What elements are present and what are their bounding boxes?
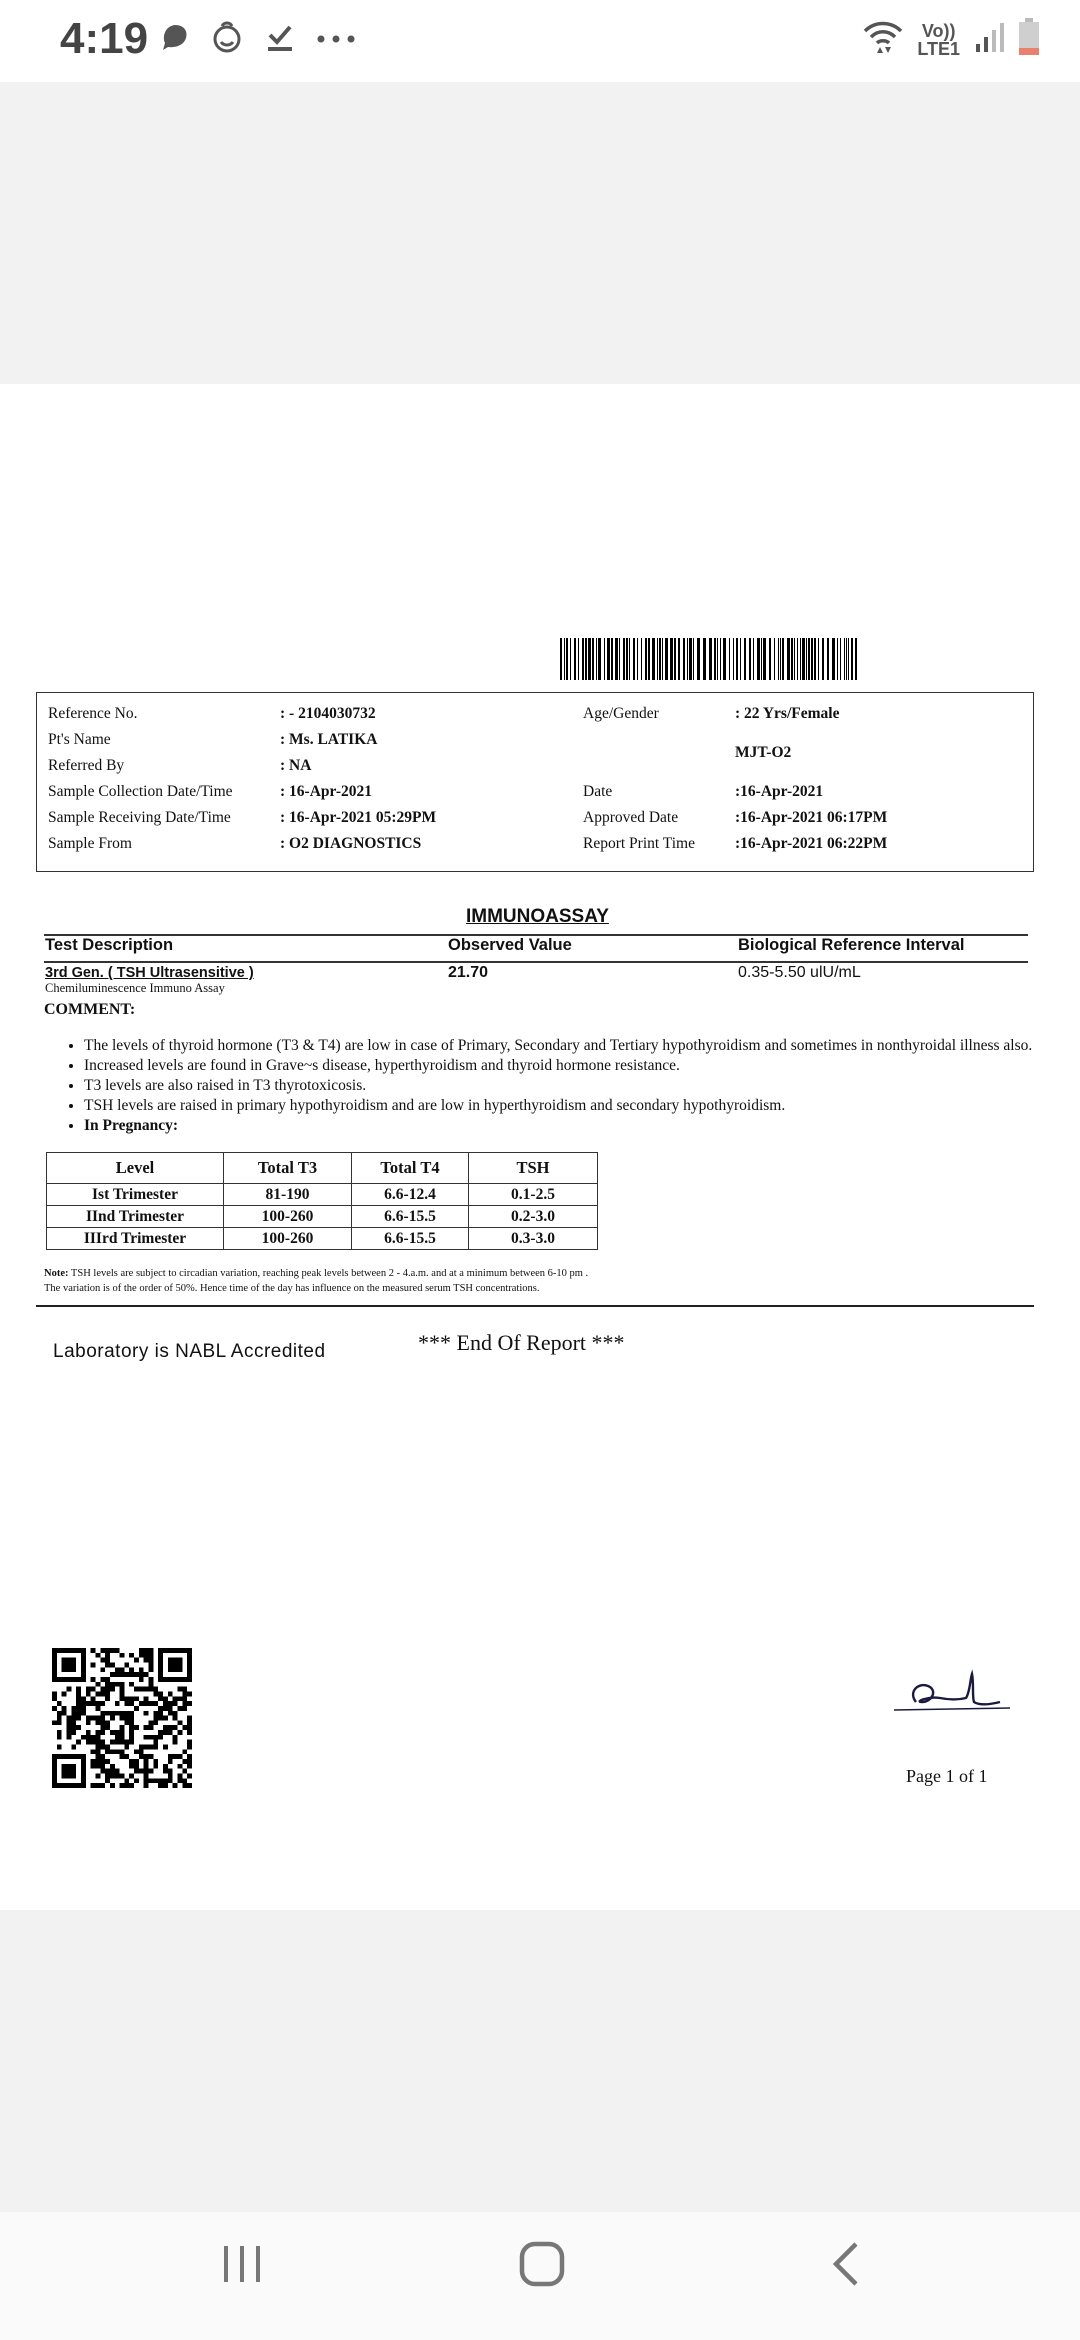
- observed-value: 21.70: [448, 964, 489, 981]
- recent-apps-button[interactable]: [222, 2240, 264, 2293]
- table-cell: 0.1-2.5: [469, 1184, 598, 1206]
- note-label: Note:: [44, 1268, 69, 1279]
- sample-from-value: : O2 DIAGNOSTICS: [280, 835, 422, 852]
- comment-item: • The levels of thyroid hormone (T3 & T4) are low in case of Primary, Secondary and Tertiary hypothyroidism and sometimes in nonthyroidal illness also.: [84, 1036, 1074, 1056]
- note-text: [44, 1266, 1034, 1296]
- section-title: IMMUNOASSAY: [466, 906, 609, 927]
- table-header-cell: Total T4: [352, 1153, 469, 1184]
- barcode: [560, 638, 858, 680]
- patient-name-label: Pt's Name: [48, 731, 111, 748]
- age-gender-value: : 22 Yrs/Female: [735, 705, 840, 722]
- status-time: 4:19: [60, 14, 149, 63]
- reference-label: Reference No.: [48, 705, 138, 722]
- navigation-bar: [0, 2212, 1080, 2340]
- wifi-icon: [863, 19, 903, 60]
- sample-from-label: Sample From: [48, 835, 132, 852]
- date-label: Date: [583, 783, 613, 800]
- status-bar: [0, 0, 1080, 82]
- table-row: [47, 1206, 598, 1228]
- comment-item: • T3 levels are also raised in T3 thyrotoxicosis.: [84, 1076, 1074, 1096]
- signal-icon: [974, 20, 1004, 59]
- date-value: :16-Apr-2021: [735, 783, 824, 800]
- comment-item: • In Pregnancy:: [84, 1116, 1074, 1136]
- table-cell: 6.6-15.5: [352, 1206, 469, 1228]
- print-time-label: Report Print Time: [583, 835, 695, 852]
- table-cell: 0.2-3.0: [469, 1206, 598, 1228]
- header-reference-interval: Biological Reference Interval: [738, 936, 965, 954]
- table-row: [47, 1184, 598, 1206]
- table-cell: IInd Trimester: [47, 1206, 224, 1228]
- center-code: MJT-O2: [735, 744, 792, 761]
- table-cell: 6.6-15.5: [352, 1228, 469, 1250]
- nabl-accreditation: Laboratory is NABL Accredited: [53, 1341, 326, 1362]
- age-gender-label: Age/Gender: [583, 705, 659, 722]
- baby-face-icon: [210, 20, 244, 59]
- table-header-row: [47, 1153, 598, 1184]
- home-button[interactable]: [518, 2240, 566, 2293]
- table-cell: IIIrd Trimester: [47, 1228, 224, 1250]
- reference-interval: 0.35-5.50 ulU/mL: [738, 964, 861, 981]
- back-button[interactable]: [828, 2240, 864, 2293]
- table-cell: 81-190: [224, 1184, 352, 1206]
- header-observed-value: Observed Value: [448, 936, 572, 954]
- test-method: Chemiluminescence Immuno Assay: [45, 981, 225, 995]
- table-cell: 100-260: [224, 1228, 352, 1250]
- page-number: Page 1 of 1: [906, 1766, 988, 1786]
- lte-label: LTE1: [917, 38, 960, 59]
- report-page: [0, 384, 1080, 1910]
- patient-info-box: [36, 692, 1034, 872]
- signature: [888, 1662, 1012, 1722]
- collection-value: : 16-Apr-2021: [280, 783, 372, 800]
- table-cell: 100-260: [224, 1206, 352, 1228]
- approved-date-label: Approved Date: [583, 809, 679, 826]
- collection-label: Sample Collection Date/Time: [48, 783, 233, 800]
- reference-value: : - 2104030732: [280, 705, 376, 722]
- table-cell: 6.6-12.4: [352, 1184, 469, 1206]
- battery-icon: [1018, 18, 1040, 61]
- header-bottom-rule: [44, 961, 1028, 963]
- receiving-value: : 16-Apr-2021 05:29PM: [280, 809, 437, 826]
- referred-by-label: Referred By: [48, 757, 125, 774]
- comment-list: [44, 1036, 1074, 1136]
- patient-name-value: : Ms. LATIKA: [280, 731, 378, 748]
- more-notifications-icon: [316, 31, 356, 49]
- table-cell: Ist Trimester: [47, 1184, 224, 1206]
- print-time-value: :16-Apr-2021 06:22PM: [735, 835, 888, 852]
- table-header-cell: Total T3: [224, 1153, 352, 1184]
- comment-item: • Increased levels are found in Grave~s disease, hyperthyroidism and thyroid hormone resistance.: [84, 1056, 1074, 1076]
- approved-date-value: :16-Apr-2021 06:17PM: [735, 809, 888, 826]
- referred-by-value: : NA: [280, 757, 312, 774]
- end-of-report: *** End Of Report ***: [418, 1330, 625, 1355]
- note-line-2: The variation is of the order of 50%. Hence time of the day has influence on the measured serum TSH concentrations.: [44, 1283, 540, 1294]
- receiving-label: Sample Receiving Date/Time: [48, 809, 231, 826]
- pregnancy-table: [46, 1152, 598, 1250]
- note-line-1: TSH levels are subject to circadian variation, reaching peak levels between 2 - 4.a.m. and at a minimum between 6-10 pm .: [68, 1268, 589, 1279]
- comment-heading: COMMENT:: [44, 1001, 136, 1018]
- comment-item: • TSH levels are raised in primary hypothyroidism and are low in hyperthyroidism and secondary hypothyroidism.: [84, 1096, 1074, 1116]
- header-test-description: Test Description: [45, 936, 174, 954]
- table-header-cell: Level: [47, 1153, 224, 1184]
- volte-label: Vo)): [921, 20, 956, 41]
- test-name: 3rd Gen. ( TSH Ultrasensitive ): [45, 965, 254, 981]
- network-type: [917, 22, 960, 58]
- download-done-icon: [264, 21, 296, 58]
- table-row: [47, 1228, 598, 1250]
- table-header-cell: TSH: [469, 1153, 598, 1184]
- message-bubble-icon: [160, 22, 190, 57]
- qr-code: [52, 1648, 192, 1788]
- report-bottom-rule: [36, 1305, 1034, 1307]
- table-cell: 0.3-3.0: [469, 1228, 598, 1250]
